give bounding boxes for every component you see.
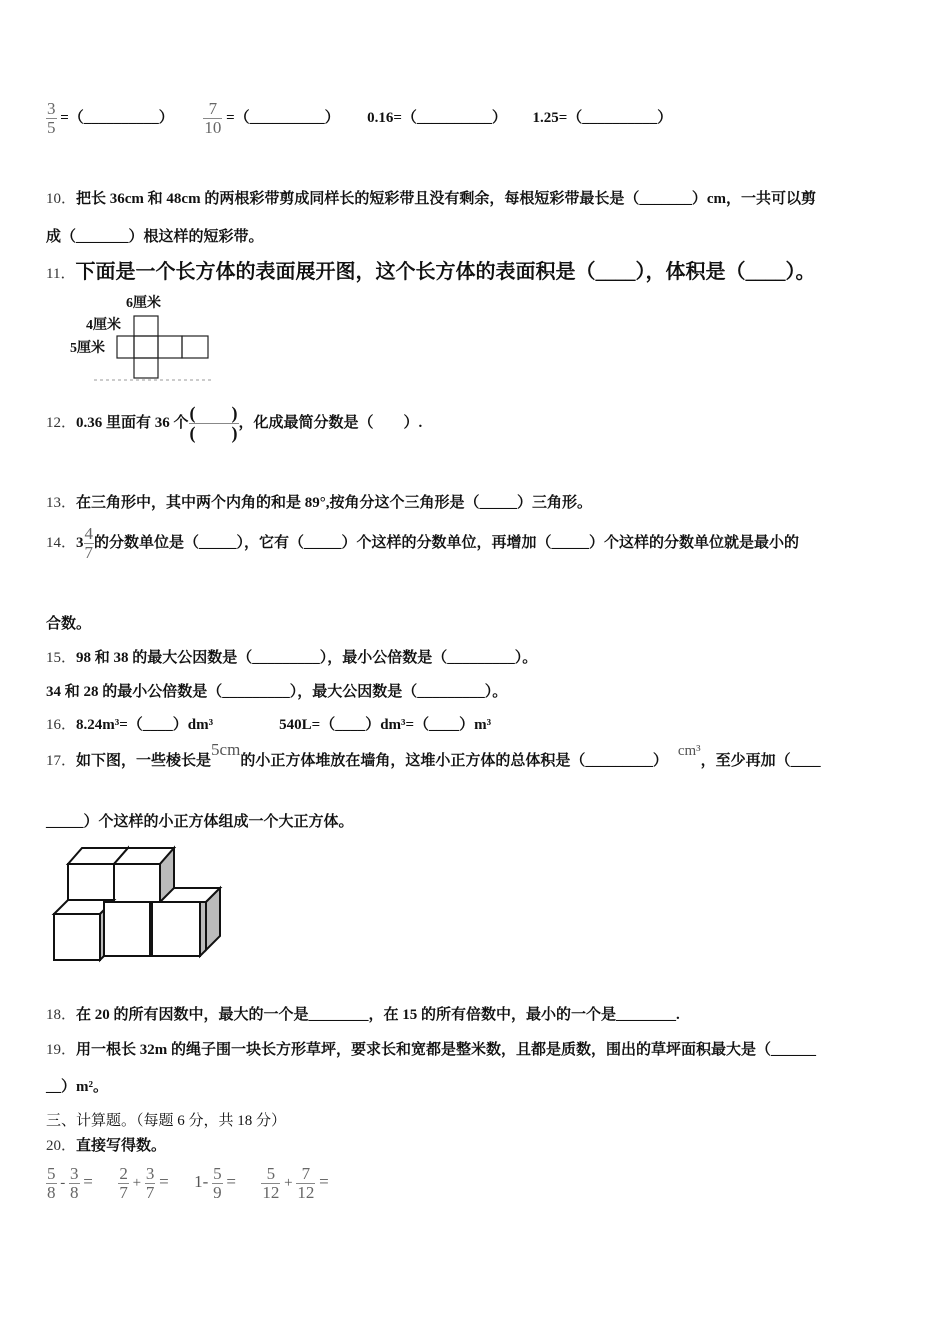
- question-10-line2: 成（_______）根这样的短彩带。: [46, 229, 264, 245]
- label-5cm: 5厘米: [70, 341, 105, 356]
- expression-2: $\frac{2}{7}$ + $\frac{3}{7}$ =: [119, 1164, 169, 1202]
- question-20-expressions: [46, 1165, 329, 1202]
- question-16: 16．8.24m³=（____）dm³ 540L=（____）dm³=（____）m³: [46, 717, 492, 733]
- row0: [46, 100, 672, 137]
- fraction-4-7: $\frac{4}{7}$: [84, 524, 94, 562]
- question-15-line1: 15．98 和 38 的最大公因数是（_________），最小公倍数是（_________）。: [46, 650, 538, 666]
- question-15-line2: 34 和 28 的最小公倍数是（_________），最大公因数是（_________）。: [46, 684, 508, 700]
- answer-blank-1: =（__________）: [60, 109, 174, 126]
- unit-cm3: cm³: [677, 743, 701, 759]
- question-12: 12．0.36 里面有 36 个 ( ) ( ) ，化成最简分数是（ ）.: [46, 403, 423, 443]
- label-6cm: 6厘米: [126, 296, 161, 311]
- stacked-cubes-svg: [48, 842, 228, 967]
- question-13: 13．在三角形中，其中两个内角的和是 89°,按角分这个三角形是（_____）三角形。: [46, 495, 593, 511]
- expression-1: $\frac{5}{8}$ - $\frac{3}{8}$ =: [47, 1164, 93, 1202]
- answer-blank-2: =（__________）: [226, 109, 340, 126]
- question-18: 18．在 20 的所有因数中，最大的一个是________，在 15 的所有倍数中，最小的一个是________.: [46, 1007, 680, 1023]
- question-19-line2: __）m²。: [46, 1079, 108, 1095]
- question-10-line1: 10．把长 36cm 和 48cm 的两根彩带剪成同样长的短彩带且没有剩余，每根短彩带最长是（_______）cm，一共可以剪: [46, 191, 816, 207]
- expression-4: $\frac{5}{12}$ + $\frac{7}{12}$ =: [262, 1164, 329, 1202]
- question-14-line2: 合数。: [46, 616, 92, 632]
- blank-fraction: ( ) ( ): [189, 403, 238, 443]
- stacked-cubes-figure: [48, 842, 228, 967]
- question-20: 20．直接写得数。: [46, 1138, 167, 1154]
- question-14-line1: 14．3 $\frac{4}{7}$ 的分数单位是（_____），它有（_____）个这样的分数单位，再增加（_____）个这样的分数单位就是最小的: [46, 524, 800, 562]
- question-17-line1: 17．如下图，一些棱长是5cm的小正方体堆放在墙角，这堆小正方体的总体积是（_________）cm³，至少再加（____: [46, 740, 821, 769]
- section-3-title: 三、计算题。（每题 6 分，共 18 分）: [46, 1113, 287, 1129]
- question-11: 11．下面是一个长方体的表面展开图，这个长方体的表面积是（____），体积是（____）。: [46, 261, 816, 283]
- question-19-line1: 19．用一根长 32m 的绳子围一块长方形草坪，要求长和宽都是整米数，且都是质数，围出的草坪面积最大是（______: [46, 1042, 817, 1058]
- answer-blank-4: 1.25=（__________）: [532, 109, 673, 126]
- cuboid-net-figure: [66, 290, 226, 385]
- answer-blank-3: 0.16=（__________）: [367, 109, 507, 126]
- fraction-7-10: $\frac{7}{10}$: [204, 99, 222, 137]
- expression-3: 1- $\frac{5}{9}$ =: [194, 1164, 236, 1202]
- unit-5cm: 5cm: [211, 740, 241, 759]
- question-17-line2: _____）个这样的小正方体组成一个大正方体。: [46, 814, 354, 830]
- fraction-3-5: $\frac{3}{5}$: [47, 99, 56, 137]
- label-4cm: 4厘米: [86, 318, 121, 333]
